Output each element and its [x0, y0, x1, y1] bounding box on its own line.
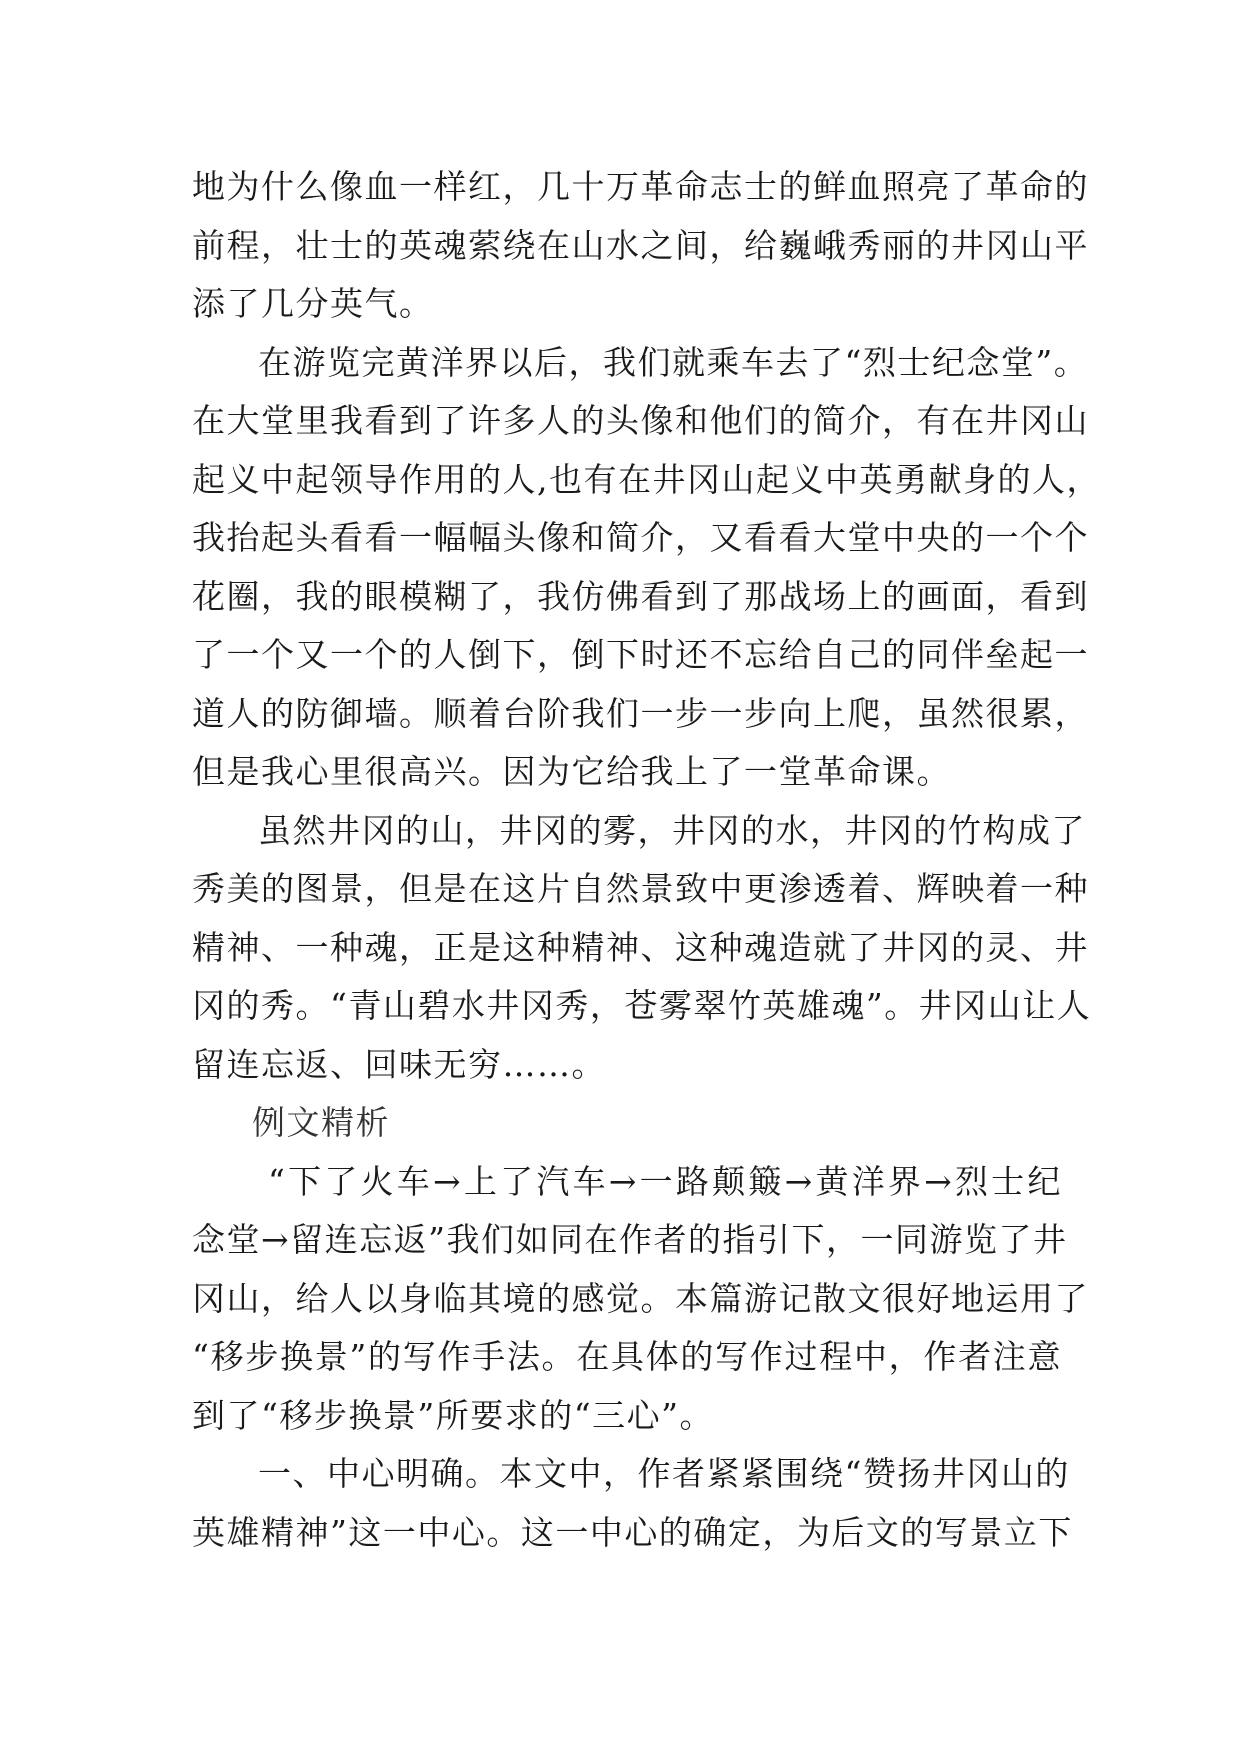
text-line: 秀美的图景，但是在这片自然景致中更渗透着、辉映着一种: [192, 869, 1089, 908]
text-line: 前程，壮士的英魂萦绕在山水之间，给巍峨秀丽的井冈山平: [192, 225, 1089, 265]
paragraph-start-line: “下了火车→上了汽车→一路颠簸→黄洋界→烈士纪: [268, 1161, 1062, 1201]
text-line: 了一个又一个的人倒下，倒下时还不忘给自己的同伴垒起一: [192, 635, 1089, 674]
paragraph-start-line: 虽然井冈的山，井冈的雾，井冈的水，井冈的竹构成了: [258, 810, 1086, 850]
text-line: 在大堂里我看到了许多人的头像和他们的简介，有在井冈山: [192, 401, 1089, 440]
text-line: 道人的防御墙。顺着台阶我们一步一步向上爬，虽然很累，: [192, 693, 1089, 733]
text-line: 英雄精神”这一中心。这一中心的确定，为后文的写景立下: [192, 1512, 1073, 1552]
body-text: [192, 158, 1101, 1562]
paragraph-start-line: 一、中心明确。本文中，作者紧紧围绕“赞扬井冈山的: [258, 1454, 1070, 1493]
text-line: 花圈，我的眼模糊了，我仿佛看到了那战场上的画面，看到: [192, 576, 1089, 616]
paragraph-start-line: 在游览完黄洋界以后，我们就乘车去了“烈士纪念堂”。: [258, 342, 1089, 382]
text-line: 冈的秀。“青山碧水井冈秀，苍雾翠竹英雄魂”。井冈山让人: [192, 986, 1092, 1025]
text-line: 我抬起头看看一幅幅头像和简介，又看看大堂中央的一个个: [192, 518, 1089, 557]
text-line: 念堂→留连忘返”我们如同在作者的指引下，一同游览了井: [192, 1220, 1068, 1259]
text-line: 精神、一种魂，正是这种精神、这种魂造就了井冈的灵、井: [192, 927, 1089, 967]
text-line: 地为什么像血一样红，几十万革命志士的鲜血照亮了革命的: [192, 167, 1089, 206]
text-line: 到了“移步换景”所要求的“三心”。: [192, 1395, 714, 1435]
text-line: 起义中起领导作用的人,也有在井冈山起义中英勇献身的人，: [192, 459, 1101, 499]
text-line: 留连忘返、回味无穷……。: [192, 1044, 606, 1084]
text-line: 但是我心里很高兴。因为它给我上了一堂革命课。: [192, 752, 951, 791]
text-line: 添了几分英气。: [192, 284, 434, 323]
text-line: “移步换景”的写作手法。在具体的写作过程中，作者注意: [192, 1337, 1062, 1376]
text-line: 冈山，给人以身临其境的感觉。本篇游记散文很好地运用了: [192, 1278, 1089, 1318]
section-heading: 例文精析: [252, 1103, 390, 1142]
